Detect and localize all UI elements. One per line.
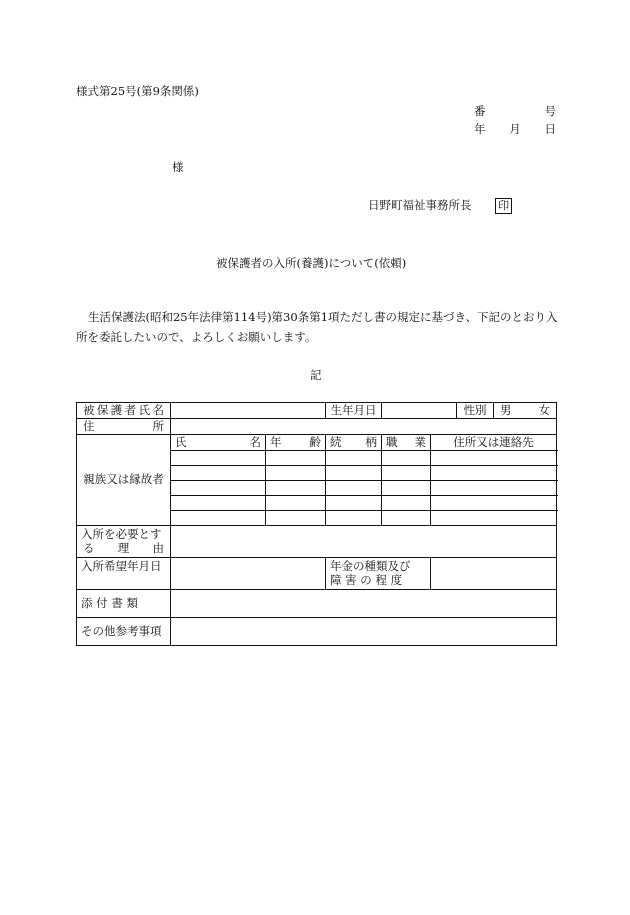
rel-job-cell[interactable]	[382, 451, 431, 466]
reason-value-cell[interactable]	[171, 526, 557, 558]
request-form-table	[76, 402, 557, 646]
reason-label-char: 由	[152, 540, 164, 555]
seal-stamp: 印	[495, 198, 512, 214]
rel-contact-cell[interactable]	[431, 451, 557, 466]
form-number: 様式第25号(第9条関係)	[76, 84, 199, 98]
birth-value-cell[interactable]	[382, 403, 457, 419]
rel-header-name-text	[175, 436, 261, 449]
pension-label-cell	[326, 558, 431, 590]
female-option[interactable]: 女	[538, 402, 550, 417]
rel-header-char: 続	[330, 434, 342, 449]
name-label-char: 護	[110, 402, 123, 417]
document-number-line	[474, 106, 556, 118]
pension-label-line-2: 障 害 の 程 度	[330, 572, 403, 587]
rel-age-cell[interactable]	[266, 481, 326, 496]
rel-header-char: 職	[386, 434, 398, 449]
rel-job-cell[interactable]	[382, 481, 431, 496]
address-label	[81, 420, 166, 433]
rel-header-char: 業	[414, 434, 426, 449]
attach-label: 添 付 書 類	[81, 595, 138, 610]
name-value-cell[interactable]	[171, 403, 326, 419]
rel-header-relation-text	[330, 436, 377, 449]
document-date-line	[474, 124, 556, 136]
rel-contact-cell[interactable]	[431, 511, 557, 526]
desired-date-label: 入所希望年月日	[81, 559, 162, 573]
rel-header-char: 氏	[175, 434, 187, 449]
reason-label-line-2	[81, 542, 166, 555]
relatives-label: 親族又は縁故者	[83, 472, 164, 487]
address-label-char: 住	[83, 418, 95, 433]
rel-relation-cell[interactable]	[326, 466, 382, 481]
attach-value-cell[interactable]	[171, 590, 557, 618]
document-title: 被保護者の入所(養護)について(依頼)	[216, 256, 407, 270]
rel-job-cell[interactable]	[382, 511, 431, 526]
rel-relation-cell[interactable]	[326, 481, 382, 496]
other-label-cell	[77, 618, 171, 646]
table-row	[77, 419, 557, 435]
date-year: 年	[474, 122, 486, 136]
reason-label-char: 理	[117, 540, 130, 555]
reason-label-cell	[77, 526, 171, 558]
rel-contact-cell[interactable]	[431, 466, 557, 481]
rel-age-cell[interactable]	[266, 466, 326, 481]
rel-name-cell[interactable]	[171, 511, 266, 526]
reason-label-char: る	[83, 540, 95, 555]
other-label: その他参考事項	[81, 623, 162, 638]
rel-header-char: 年	[270, 434, 282, 449]
sex-value-cell[interactable]	[494, 403, 557, 419]
rel-header-name	[171, 435, 266, 451]
body-line-2: 所を委託したいので、よろしくお願いします。	[76, 330, 317, 344]
rel-name-cell[interactable]	[171, 496, 266, 511]
rel-relation-cell[interactable]	[326, 496, 382, 511]
rel-header-char: 齢	[309, 434, 321, 449]
name-label-char: 氏	[138, 402, 151, 417]
rel-age-cell[interactable]	[266, 511, 326, 526]
sex-label-cell	[457, 403, 494, 419]
sex-options	[498, 404, 552, 417]
rel-age-cell[interactable]	[266, 451, 326, 466]
name-label-char: 被	[83, 402, 95, 417]
rel-job-cell[interactable]	[382, 466, 431, 481]
address-label-cell	[77, 419, 171, 435]
sender-name: 日野町福祉事務所長	[368, 198, 472, 212]
rel-header-age-text	[270, 436, 321, 449]
number-suffix-char: 号	[544, 104, 556, 118]
rel-name-cell[interactable]	[171, 481, 266, 496]
number-char: 番	[474, 104, 486, 118]
rel-header-job-text	[386, 436, 426, 449]
table-row	[77, 590, 557, 618]
date-month: 月	[509, 122, 521, 136]
relatives-label-cell	[77, 435, 171, 526]
name-label-cell	[77, 403, 171, 419]
desired-date-label-cell	[77, 558, 171, 590]
table-row	[77, 403, 557, 419]
address-label-char: 所	[152, 418, 164, 433]
rel-contact-cell[interactable]	[431, 496, 557, 511]
name-label-char: 者	[124, 402, 137, 417]
pension-label-line-1: 年金の種類及び	[330, 559, 411, 574]
male-option[interactable]: 男	[500, 402, 512, 417]
rel-header-relation	[326, 435, 382, 451]
table-row	[77, 526, 557, 558]
rel-relation-cell[interactable]	[326, 511, 382, 526]
name-label	[81, 404, 166, 417]
sender-line	[368, 198, 512, 214]
body-line-1: 生活保護法(昭和25年法律第114号)第30条第1項ただし書の規定に基づき、下記のとおり入	[88, 310, 558, 324]
rel-header-contact	[431, 435, 557, 451]
attach-label-cell	[77, 590, 171, 618]
address-value-cell[interactable]	[171, 419, 557, 435]
rel-name-cell[interactable]	[171, 466, 266, 481]
sex-label: 性別	[463, 402, 487, 417]
date-day: 日	[544, 122, 556, 136]
name-label-char: 保	[96, 402, 109, 417]
rel-age-cell[interactable]	[266, 496, 326, 511]
birth-label: 生年月日	[330, 402, 377, 417]
rel-relation-cell[interactable]	[326, 451, 382, 466]
rel-contact-cell[interactable]	[431, 481, 557, 496]
other-value-cell[interactable]	[171, 618, 557, 646]
rel-name-cell[interactable]	[171, 451, 266, 466]
reason-label-line-1: 入所を必要とす	[81, 527, 162, 542]
addressee-suffix: 様	[172, 160, 184, 174]
name-label-char: 名	[152, 402, 164, 417]
rel-header-contact-text: 住所又は連絡先	[453, 434, 534, 449]
table-row	[77, 558, 557, 590]
table-row	[77, 618, 557, 646]
rel-header-job	[382, 435, 431, 451]
ki-heading: 記	[310, 368, 322, 382]
table-row	[77, 435, 557, 451]
rel-header-char: 柄	[365, 434, 377, 449]
rel-header-age	[266, 435, 326, 451]
desired-date-value-cell[interactable]	[171, 558, 326, 590]
pension-value-cell[interactable]	[431, 558, 557, 590]
birth-label-cell	[326, 403, 382, 419]
rel-job-cell[interactable]	[382, 496, 431, 511]
rel-header-char: 名	[249, 434, 261, 449]
